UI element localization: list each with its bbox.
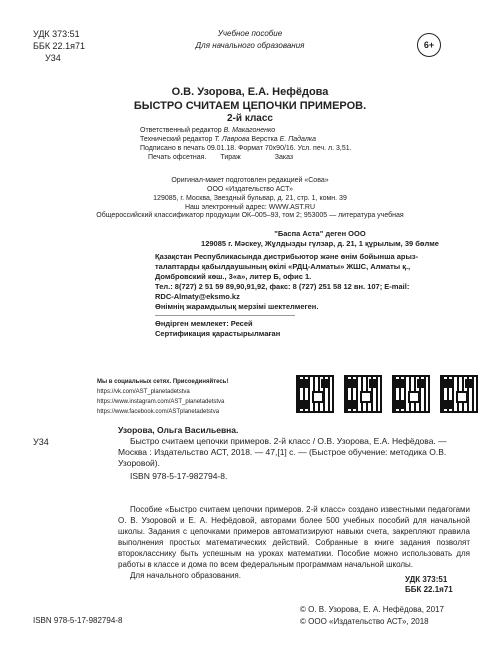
kz-publisher: "Баспа Аста" деген ООО <box>274 229 366 238</box>
kz-email: RDC-Almaty@eksmo.kz <box>155 292 240 301</box>
bibliography-author: Узорова, Ольга Васильевна. <box>118 425 239 435</box>
editorial-credits <box>140 126 440 162</box>
annotation <box>118 504 470 581</box>
publisher-name: ООО «Издательство АСТ» <box>207 186 293 193</box>
product-classifier: Общероссийский классификатор продукции ОК–005–93, том 2; 953005 — литература учебная <box>96 212 404 219</box>
qr-code-icon[interactable] <box>440 375 478 413</box>
bbk-code: ББК 22.1я71 <box>33 41 85 51</box>
kz-distributor-address: Домбровский көш., 3«а», литер Б, офис 1. <box>155 272 312 281</box>
vk-link[interactable]: https://vk.com/AST_planetadetstva <box>97 389 190 395</box>
layout-label: Верстка <box>251 136 278 143</box>
print-type: Печать офсетная. <box>148 154 207 161</box>
print-run: Тираж <box>220 154 241 161</box>
annotation-audience: Для начального образования. <box>130 571 241 580</box>
kz-country: Өндірген мемлекет: Ресей <box>155 319 253 328</box>
qr-code-icon[interactable] <box>392 375 430 413</box>
print-details <box>148 153 440 162</box>
kz-phone: Тел.: 8(727) 2 51 59 89,90,91,92, факс: 8 (727) 251 58 12 вн. 107; E-mail: <box>155 282 410 291</box>
book-grade: 2-й класс <box>227 113 273 124</box>
series-type: Учебное пособие <box>217 29 283 38</box>
facebook-link[interactable]: https://www.facebook.com/ASTplanetadetstva <box>97 409 220 415</box>
divider <box>155 315 295 316</box>
kz-certification: Сертификация қарастырылмаған <box>155 329 281 338</box>
layout-name: Е. Падалка <box>279 136 317 143</box>
print-order: Заказ <box>274 154 294 161</box>
qr-code-icon[interactable] <box>296 375 334 413</box>
age-rating-badge: 6+ <box>417 33 441 57</box>
udk-code: УДК 373:51 <box>33 29 80 39</box>
original-layout-info <box>0 176 500 212</box>
responsible-editor-label: Ответственный редактор <box>140 127 222 134</box>
signed-for-print: Подписано в печать 09.01.18. Формат 70х90/16. Усл. печ. л. 3,51. <box>140 145 352 152</box>
annotation-text: Пособие «Быстро считаем цепочки примеров. 2-й класс» создано известными педагогами О. В. Узоровой и Е. А. Нефёдовой, авторами более 500 учебных пособий для начальной школы. Задания с цепочками примеров автоматизируют навыки счета, закрепляют правила выполнения простых математических действий. Собранные в книге задания позволят второкласснику быть успешным на уроках математики. Пособие можно использовать для работы в классе и дома по всем федеральным программам начальной школы. <box>118 505 470 569</box>
series-block <box>150 28 350 52</box>
kz-address: 129085 г. Мәскеу, Жұлдызды гүлзар, д. 21, 1 құрылым, 39 бөлме <box>201 239 439 248</box>
catalog-codes-bottom <box>405 575 453 595</box>
responsible-editor <box>140 126 440 135</box>
social-links <box>97 377 267 417</box>
kazakh-info-block <box>155 229 485 339</box>
bibliography-description: Быстро считаем цепочки примеров. 2-й класс / О.В. Узорова, Е.А. Нефёдова. — Москва : Издательство АСТ, 2018. — 47,[1] с. — (Быстрое обучение: методика О.В. Узоровой). <box>118 436 447 468</box>
tech-layout-editors <box>140 135 440 144</box>
social-heading: Мы в социальных сетях. Присоединяйтесь! <box>97 379 229 385</box>
kz-distributor-line: талаптарды қабылдаушының өкілі «РДЦ-Алматы» ЖШС, Алматы қ., <box>155 262 411 271</box>
tech-editor-label: Технический редактор <box>140 136 213 143</box>
series-audience: Для начального образования <box>195 41 305 50</box>
bibliography-isbn: ISBN 978-5-17-982794-8. <box>130 471 228 481</box>
publisher-website: Наш электронный адрес: WWW.AST.RU <box>184 204 316 211</box>
udk-code: УДК 373:51 <box>405 575 448 584</box>
publisher-address: 129085, г. Москва, Звездный бульвар, д. 21, стр. 1, комн. 39 <box>153 195 347 202</box>
responsible-editor-name: В. Макагоненко <box>223 127 276 134</box>
footer-isbn: ISBN 978-5-17-982794-8 <box>33 616 123 625</box>
book-title: БЫСТРО СЧИТАЕМ ЦЕПОЧКИ ПРИМЕРОВ. <box>133 100 367 112</box>
bibliography-entry <box>118 425 468 482</box>
original-layout-line: Оригинал-макет подготовлен редакцией «Сова» <box>171 177 329 184</box>
kz-distributor-line: Қазақстан Республикасында дистрибьютор және өнім бойынша арыз- <box>155 252 419 261</box>
book-authors: О.В. Узорова, Е.А. Нефёдова <box>171 86 329 98</box>
copyright-publisher: © ООО «Издательство АСТ», 2018 <box>300 617 429 626</box>
instagram-link[interactable]: https://www.instagram.com/AST_planetadetstva <box>97 399 225 405</box>
bibliography-code: У34 <box>33 437 49 447</box>
bbk-code: ББК 22.1я71 <box>405 585 453 594</box>
tech-editor-name: Т. Лаврова <box>214 136 250 143</box>
copyright-authors: © О. В. Узорова, Е. А. Нефёдова, 2017 <box>300 605 444 614</box>
copyright <box>300 604 444 628</box>
qr-code-icon[interactable] <box>344 375 382 413</box>
kz-shelf-life: Өнімнің жарамдылық мерзімі шектелмеген. <box>155 302 319 311</box>
library-code: У34 <box>45 53 61 63</box>
catalog-codes-top <box>33 28 85 64</box>
